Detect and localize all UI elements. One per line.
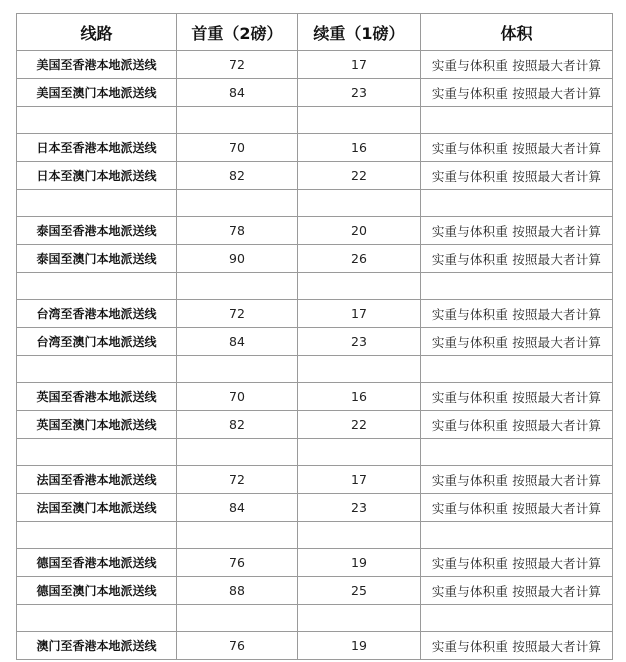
route-cell: 泰国至香港本地派送线: [17, 217, 177, 245]
empty-cell: [298, 522, 421, 549]
empty-cell: [17, 107, 177, 134]
empty-cell: [298, 439, 421, 466]
route-cell: 英国至香港本地派送线: [17, 383, 177, 411]
empty-cell: [421, 190, 613, 217]
first-weight-cell: 84: [177, 494, 298, 522]
route-cell: 日本至澳门本地派送线: [17, 162, 177, 190]
empty-cell: [421, 522, 613, 549]
empty-cell: [17, 356, 177, 383]
first-weight-cell: 72: [177, 300, 298, 328]
route-cell: 德国至香港本地派送线: [17, 549, 177, 577]
first-weight-cell: 76: [177, 632, 298, 660]
empty-cell: [177, 356, 298, 383]
empty-cell: [17, 522, 177, 549]
additional-weight-cell: 19: [298, 632, 421, 660]
additional-weight-cell: 23: [298, 328, 421, 356]
table-row: [17, 328, 613, 356]
route-cell: 英国至澳门本地派送线: [17, 411, 177, 439]
additional-weight-cell: 25: [298, 577, 421, 605]
volume-rule-cell: 实重与体积重 按照最大者计算: [421, 300, 613, 328]
route-cell: 澳门至香港本地派送线: [17, 632, 177, 660]
shipping-rate-table: [16, 13, 613, 660]
table-row: [17, 51, 613, 79]
empty-cell: [17, 439, 177, 466]
first-weight-cell: 90: [177, 245, 298, 273]
additional-weight-cell: 23: [298, 79, 421, 107]
volume-rule-cell: 实重与体积重 按照最大者计算: [421, 577, 613, 605]
table-row: [17, 245, 613, 273]
route-cell: 美国至澳门本地派送线: [17, 79, 177, 107]
route-cell: 日本至香港本地派送线: [17, 134, 177, 162]
table-row: [17, 162, 613, 190]
header-route: 线路: [17, 14, 177, 51]
empty-cell: [421, 605, 613, 632]
additional-weight-cell: 17: [298, 466, 421, 494]
first-weight-cell: 70: [177, 383, 298, 411]
spacer-row: [17, 605, 613, 632]
first-weight-cell: 70: [177, 134, 298, 162]
empty-cell: [298, 107, 421, 134]
spacer-row: [17, 522, 613, 549]
table-row: [17, 79, 613, 107]
volume-rule-cell: 实重与体积重 按照最大者计算: [421, 411, 613, 439]
empty-cell: [177, 522, 298, 549]
additional-weight-cell: 26: [298, 245, 421, 273]
table-row: [17, 494, 613, 522]
table-row: [17, 300, 613, 328]
table-row: [17, 411, 613, 439]
table-header-row: [17, 14, 613, 51]
route-cell: 台湾至香港本地派送线: [17, 300, 177, 328]
empty-cell: [421, 273, 613, 300]
first-weight-cell: 72: [177, 466, 298, 494]
additional-weight-cell: 19: [298, 549, 421, 577]
volume-rule-cell: 实重与体积重 按照最大者计算: [421, 51, 613, 79]
table-row: [17, 466, 613, 494]
first-weight-cell: 72: [177, 51, 298, 79]
empty-cell: [177, 273, 298, 300]
route-cell: 台湾至澳门本地派送线: [17, 328, 177, 356]
route-cell: 泰国至澳门本地派送线: [17, 245, 177, 273]
empty-cell: [17, 273, 177, 300]
empty-cell: [177, 190, 298, 217]
table-row: [17, 383, 613, 411]
volume-rule-cell: 实重与体积重 按照最大者计算: [421, 134, 613, 162]
empty-cell: [421, 439, 613, 466]
additional-weight-cell: 22: [298, 411, 421, 439]
additional-weight-cell: 16: [298, 134, 421, 162]
empty-cell: [421, 356, 613, 383]
table-row: [17, 134, 613, 162]
header-first-weight: 首重（2磅）: [177, 14, 298, 51]
route-cell: 美国至香港本地派送线: [17, 51, 177, 79]
empty-cell: [177, 439, 298, 466]
empty-cell: [17, 605, 177, 632]
route-cell: 法国至香港本地派送线: [17, 466, 177, 494]
empty-cell: [177, 107, 298, 134]
empty-cell: [298, 605, 421, 632]
first-weight-cell: 82: [177, 411, 298, 439]
header-volume: 体积: [421, 14, 613, 51]
empty-cell: [421, 107, 613, 134]
additional-weight-cell: 16: [298, 383, 421, 411]
table-row: [17, 217, 613, 245]
empty-cell: [298, 273, 421, 300]
empty-cell: [298, 356, 421, 383]
first-weight-cell: 84: [177, 328, 298, 356]
volume-rule-cell: 实重与体积重 按照最大者计算: [421, 494, 613, 522]
volume-rule-cell: 实重与体积重 按照最大者计算: [421, 79, 613, 107]
empty-cell: [177, 605, 298, 632]
first-weight-cell: 78: [177, 217, 298, 245]
additional-weight-cell: 22: [298, 162, 421, 190]
spacer-row: [17, 356, 613, 383]
volume-rule-cell: 实重与体积重 按照最大者计算: [421, 383, 613, 411]
spacer-row: [17, 107, 613, 134]
additional-weight-cell: 17: [298, 300, 421, 328]
empty-cell: [17, 190, 177, 217]
first-weight-cell: 76: [177, 549, 298, 577]
volume-rule-cell: 实重与体积重 按照最大者计算: [421, 217, 613, 245]
volume-rule-cell: 实重与体积重 按照最大者计算: [421, 549, 613, 577]
volume-rule-cell: 实重与体积重 按照最大者计算: [421, 245, 613, 273]
route-cell: 德国至澳门本地派送线: [17, 577, 177, 605]
additional-weight-cell: 23: [298, 494, 421, 522]
spacer-row: [17, 190, 613, 217]
spacer-row: [17, 273, 613, 300]
additional-weight-cell: 17: [298, 51, 421, 79]
volume-rule-cell: 实重与体积重 按照最大者计算: [421, 162, 613, 190]
volume-rule-cell: 实重与体积重 按照最大者计算: [421, 328, 613, 356]
table-row: [17, 577, 613, 605]
table-row: [17, 549, 613, 577]
table-row: [17, 632, 613, 660]
first-weight-cell: 84: [177, 79, 298, 107]
route-cell: 法国至澳门本地派送线: [17, 494, 177, 522]
volume-rule-cell: 实重与体积重 按照最大者计算: [421, 632, 613, 660]
empty-cell: [298, 190, 421, 217]
table-body: [17, 51, 613, 660]
first-weight-cell: 82: [177, 162, 298, 190]
spacer-row: [17, 439, 613, 466]
volume-rule-cell: 实重与体积重 按照最大者计算: [421, 466, 613, 494]
additional-weight-cell: 20: [298, 217, 421, 245]
first-weight-cell: 88: [177, 577, 298, 605]
header-additional-weight: 续重（1磅）: [298, 14, 421, 51]
